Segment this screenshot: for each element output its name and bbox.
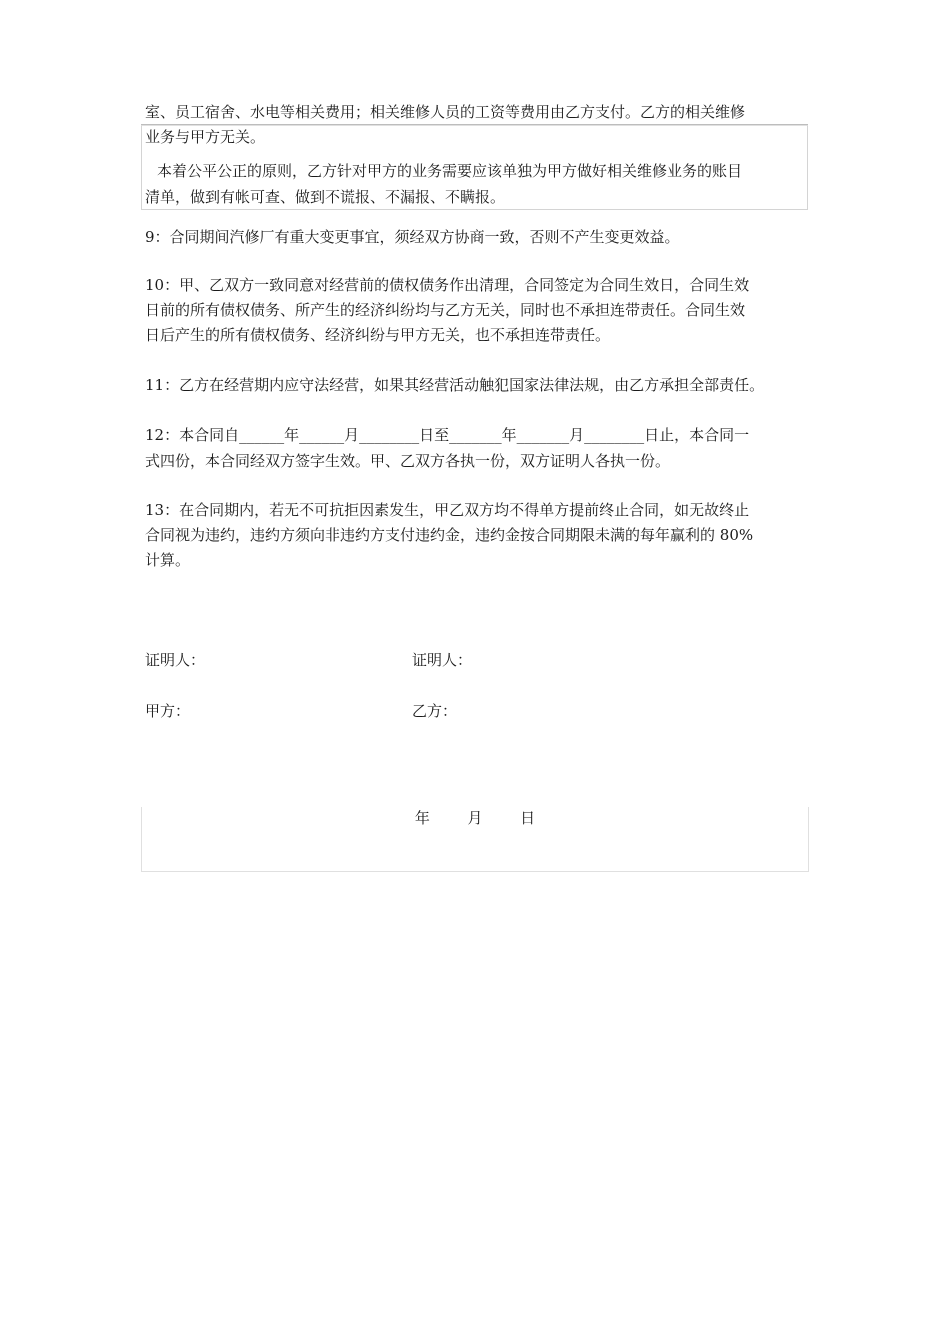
clause-13-line-2: 合同视为违约，违约方须向非违约方支付违约金，违约金按合同期限未满的每年赢利的 80% — [145, 526, 754, 544]
witness-left-label: 证明人： — [145, 651, 206, 669]
clause-9: 9：合同期间汽修厂有重大变更事宜，须经双方协商一致，否则不产生变更效益。 — [145, 228, 680, 246]
date-year: 年 — [414, 809, 430, 827]
clause-12-line-2: 式四份，本合同经双方签字生效。甲、乙双方各执一份，双方证明人各执一份。 — [145, 452, 671, 470]
date-day: 日 — [520, 809, 536, 827]
clause-12-line-1: 12：本合同自______年______月________日至_______年_______月________日止，本合同一 — [145, 426, 750, 444]
party-a-label: 甲方： — [145, 702, 191, 720]
continuation-line-4: 清单，做到有帐可查、做到不谎报、不漏报、不瞒报。 — [145, 188, 506, 206]
clause-10-line-2: 日前的所有债权债务、所产生的经济纠纷均与乙方无关，同时也不承担连带责任。合同生效 — [145, 301, 746, 319]
date-month: 月 — [467, 809, 483, 827]
signing-date — [141, 807, 809, 829]
continuation-line-1: 室、员工宿舍、水电等相关费用；相关维修人员的工资等费用由乙方支付。乙方的相关维修 — [145, 103, 746, 121]
continuation-line-3: 本着公平公正的原则，乙方针对甲方的业务需要应该单独为甲方做好相关维修业务的账目 — [157, 162, 743, 180]
clause-10-line-3: 日后产生的所有债权债务、经济纠纷与甲方无关，也不承担连带责任。 — [145, 326, 611, 344]
witness-right-label: 证明人： — [412, 651, 473, 669]
clause-13-line-3: 计算。 — [145, 551, 191, 569]
party-b-label: 乙方： — [412, 702, 458, 720]
clause-10-line-1: 10：甲、乙双方一致同意对经营前的债权债务作出清理，合同签定为合同生效日，合同生效 — [145, 276, 750, 294]
clause-11: 11：乙方在经营期内应守法经营，如果其经营活动触犯国家法律法规，由乙方承担全部责任。 — [145, 376, 765, 394]
continuation-line-2: 业务与甲方无关。 — [145, 128, 266, 146]
clause-13-line-1: 13：在合同期内，若无不可抗拒因素发生，甲乙双方均不得单方提前终止合同，如无故终止 — [145, 501, 750, 519]
